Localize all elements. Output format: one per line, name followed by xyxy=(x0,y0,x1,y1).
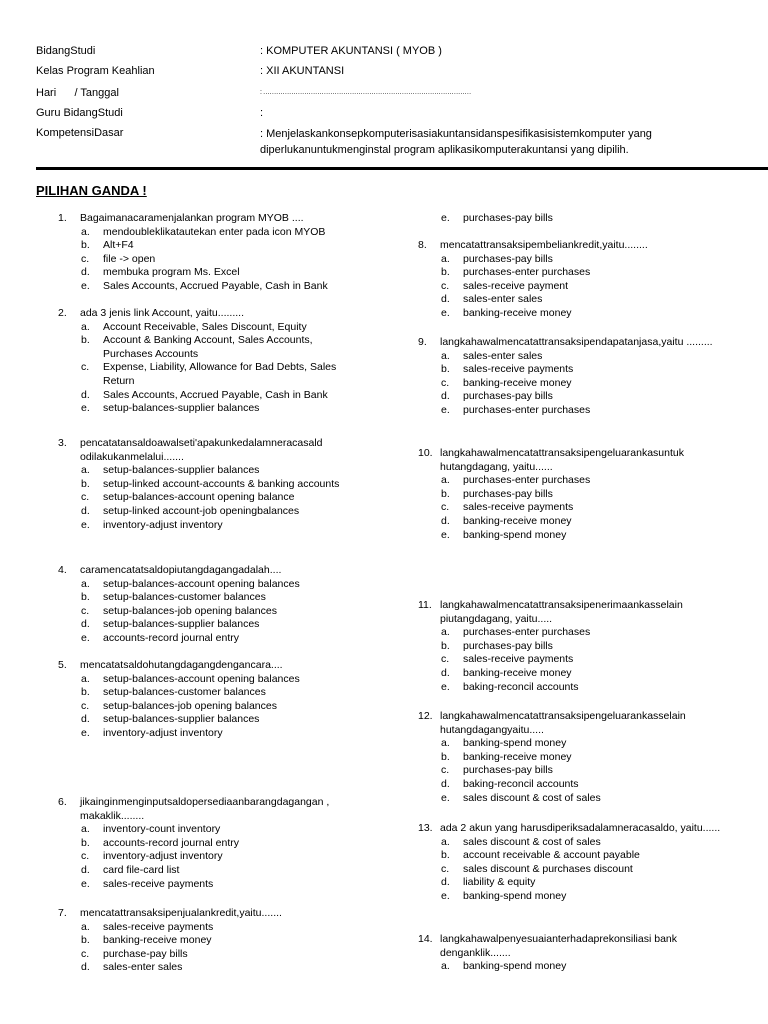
question-12 xyxy=(418,710,750,805)
option-letter: a. xyxy=(81,225,90,238)
option-letter: b. xyxy=(81,334,90,347)
option-letter: b. xyxy=(81,239,90,252)
question-number: 11. xyxy=(418,599,432,611)
option-letter: e. xyxy=(441,403,450,416)
answer-option xyxy=(58,837,388,851)
option-text: setup-balances-supplier balances xyxy=(103,402,260,415)
option-text: banking-receive money xyxy=(463,750,572,763)
option-text: baking-reconcil accounts xyxy=(463,777,579,790)
question-number: 2. xyxy=(58,307,67,319)
answer-option xyxy=(418,529,750,543)
question-2 xyxy=(58,307,358,416)
option-letter: e. xyxy=(441,680,450,693)
option-letter: e. xyxy=(441,306,450,319)
option-text: setup-balances-customer balances xyxy=(103,686,266,699)
option-letter: a. xyxy=(81,920,90,933)
question-stem xyxy=(418,336,750,350)
question-text: jikainginmenginputsaldopersediaanbarangdagangan , makaklik........ xyxy=(80,796,330,822)
option-letter: c. xyxy=(441,376,450,389)
option-text: sales-enter sales xyxy=(463,293,543,306)
option-letter: a. xyxy=(441,737,450,750)
option-text: purchases-pay bills xyxy=(463,487,553,500)
question-10 xyxy=(418,447,750,542)
question-stem xyxy=(58,564,388,578)
answer-option xyxy=(58,266,388,280)
option-text: purchases-enter purchases xyxy=(463,626,591,639)
option-text: banking-receive money xyxy=(463,306,572,319)
header-divider xyxy=(36,167,768,170)
answer-option xyxy=(58,878,388,892)
option-letter: c. xyxy=(441,279,450,292)
option-text: setup-balances-supplier balances xyxy=(103,464,260,477)
option-text: setup-balances-account opening balance xyxy=(103,491,295,504)
header-label-kompetensi: KompetensiDasar xyxy=(36,127,124,139)
answer-option xyxy=(418,849,750,863)
answer-option xyxy=(418,474,750,488)
option-text: Sales Accounts, Accrued Payable, Cash in Bank xyxy=(103,388,328,401)
option-text: banking-spend money xyxy=(463,528,567,541)
answer-option xyxy=(418,876,750,890)
answer-option xyxy=(418,764,750,778)
answer-option xyxy=(418,792,750,806)
option-text: sales-receive payments xyxy=(463,501,574,514)
question-stem xyxy=(418,710,750,737)
question-13 xyxy=(418,822,750,904)
answer-option xyxy=(418,626,750,640)
option-text: inventory-count inventory xyxy=(103,823,221,836)
option-letter: c. xyxy=(81,604,90,617)
answer-option xyxy=(418,836,750,850)
question-number: 14. xyxy=(418,933,433,945)
header-label-kelas: Kelas Program Keahlian xyxy=(36,65,155,77)
question-text: pencatatansaldoawalseti'apakunkedalamneracasald odilakukanmelalui....... xyxy=(80,437,323,463)
answer-option xyxy=(418,667,750,681)
option-letter: d. xyxy=(441,876,450,889)
option-text: liability & equity xyxy=(463,876,536,889)
answer-option xyxy=(58,239,388,253)
option-letter: b. xyxy=(441,487,450,500)
answer-option xyxy=(418,212,758,226)
option-text: purchases-pay bills xyxy=(463,639,553,652)
option-letter: a. xyxy=(81,672,90,685)
option-letter: c. xyxy=(81,491,90,504)
option-text: sales discount & purchases discount xyxy=(463,862,633,875)
header-value-kelas: : XII AKUNTANSI xyxy=(260,65,345,77)
header-label-bidang-studi: BidangStudi xyxy=(36,45,96,57)
answer-option xyxy=(418,778,750,792)
question-8 xyxy=(418,239,758,321)
question-stem xyxy=(58,437,383,464)
option-text: banking-receive money xyxy=(103,934,212,947)
answer-option xyxy=(418,681,750,695)
question-number: 3. xyxy=(58,437,67,449)
answer-option xyxy=(58,727,388,741)
option-text: accounts-record journal entry xyxy=(103,631,239,644)
answer-option xyxy=(58,478,383,492)
question-stem xyxy=(58,307,358,321)
question-9 xyxy=(418,336,750,418)
option-letter: d. xyxy=(441,666,450,679)
question-stem xyxy=(418,933,750,960)
answer-option xyxy=(418,653,750,667)
option-letter: d. xyxy=(81,863,90,876)
answer-option xyxy=(58,713,388,727)
question-text: langkahawalmencatattransaksipengeluarankasselain hutangdagangyaitu..... xyxy=(440,710,686,736)
question-7 xyxy=(58,907,388,975)
option-letter: b. xyxy=(441,639,450,652)
question-stem xyxy=(58,659,388,673)
answer-option xyxy=(418,960,750,974)
answer-option xyxy=(58,864,388,878)
section-title: PILIHAN GANDA ! xyxy=(36,183,147,198)
option-letter: e. xyxy=(441,889,450,902)
question-text: mencatattransaksipembeliankredit,yaitu........ xyxy=(440,239,648,251)
option-letter: c. xyxy=(81,361,90,374)
option-text: setup-balances-supplier balances xyxy=(103,713,260,726)
question-text: caramencatatsaldopiutangdagangadalah.... xyxy=(80,564,282,576)
option-letter: c. xyxy=(81,850,90,863)
option-text: purchases-enter purchases xyxy=(463,474,591,487)
option-text: membuka program Ms. Excel xyxy=(103,266,240,279)
question-6 xyxy=(58,796,388,891)
header-value-kompetensi: : Menjelaskankonsepkomputerisasiakuntansidanspesifikasisistemkomputer yang diperlukanuntukmenginstal program aplikasikomputerakuntansi yang dipilih. xyxy=(260,128,652,156)
answer-option xyxy=(58,632,388,646)
option-letter: b. xyxy=(81,686,90,699)
question-number: 4. xyxy=(58,564,67,576)
option-letter: c. xyxy=(441,501,450,514)
answer-option xyxy=(418,390,750,404)
question-7-continued xyxy=(418,212,758,226)
option-letter: e. xyxy=(81,279,90,292)
option-letter: c. xyxy=(441,862,450,875)
answer-option xyxy=(58,334,358,361)
option-letter: b. xyxy=(81,836,90,849)
question-text: langkahawalmencatattransaksipenerimaankasselain piutangdagang, yaitu..... xyxy=(440,599,683,625)
option-text: banking-spend money xyxy=(463,737,567,750)
option-text: banking-spend money xyxy=(463,889,567,902)
option-letter: e. xyxy=(441,791,450,804)
option-letter: d. xyxy=(441,390,450,403)
question-stem xyxy=(58,212,388,226)
option-text: sales-receive payments xyxy=(103,920,214,933)
option-letter: a. xyxy=(81,823,90,836)
option-text: purchases-pay bills xyxy=(463,252,553,265)
answer-option xyxy=(58,934,388,948)
answer-option xyxy=(58,961,388,975)
answer-option xyxy=(58,850,388,864)
question-text: langkahawalmencatattransaksipengeluarankasuntuk hutangdagang, yaitu...... xyxy=(440,447,684,473)
option-text: banking-receive money xyxy=(463,514,572,527)
question-text: Bagaimanacaramenjalankan program MYOB .... xyxy=(80,212,304,224)
answer-option xyxy=(418,253,758,267)
option-text: sales-receive payments xyxy=(463,653,574,666)
option-text: banking-receive money xyxy=(463,666,572,679)
option-text: file -> open xyxy=(103,252,156,265)
option-text: baking-reconcil accounts xyxy=(463,680,579,693)
option-letter: d. xyxy=(81,388,90,401)
option-letter: b. xyxy=(441,266,450,279)
option-letter: c. xyxy=(81,699,90,712)
answer-option xyxy=(58,686,388,700)
option-text: banking-receive money xyxy=(463,376,572,389)
answer-option xyxy=(58,591,388,605)
question-number: 12. xyxy=(418,710,433,722)
option-letter: a. xyxy=(441,474,450,487)
option-text: Alt+F4 xyxy=(103,239,134,252)
answer-option xyxy=(58,823,388,837)
option-letter: d. xyxy=(441,777,450,790)
question-stem xyxy=(418,447,750,474)
option-text: setup-balances-job opening balances xyxy=(103,604,277,617)
question-3 xyxy=(58,437,383,532)
answer-option xyxy=(418,515,750,529)
answer-option xyxy=(418,377,750,391)
option-letter: a. xyxy=(441,835,450,848)
answer-option xyxy=(418,737,750,751)
option-letter: b. xyxy=(81,477,90,490)
answer-option xyxy=(58,402,358,416)
answer-option xyxy=(58,618,388,632)
option-letter: d. xyxy=(81,504,90,517)
option-letter: b. xyxy=(81,591,90,604)
answer-option xyxy=(58,389,358,403)
option-letter: d. xyxy=(81,713,90,726)
question-number: 9. xyxy=(418,336,427,348)
answer-option xyxy=(58,605,388,619)
option-text: sales-enter sales xyxy=(463,349,543,362)
question-number: 1. xyxy=(58,212,67,224)
option-letter: c. xyxy=(441,653,450,666)
question-number: 13. xyxy=(418,822,433,834)
option-letter: a. xyxy=(441,960,450,973)
question-stem xyxy=(418,822,750,836)
question-14 xyxy=(418,933,750,974)
question-stem xyxy=(58,907,388,921)
answer-option xyxy=(418,307,758,321)
option-text: inventory-adjust inventory xyxy=(103,518,223,531)
header-value-bidang-studi: : KOMPUTER AKUNTANSI ( MYOB ) xyxy=(260,45,442,57)
answer-option xyxy=(418,280,758,294)
option-letter: d. xyxy=(81,961,90,974)
option-text: Account Receivable, Sales Discount, Equity xyxy=(103,320,307,333)
question-4 xyxy=(58,564,388,646)
question-11 xyxy=(418,599,750,694)
answer-option xyxy=(58,491,383,505)
option-text: purchases-pay bills xyxy=(463,390,553,403)
question-number: 7. xyxy=(58,907,67,919)
answer-option xyxy=(418,751,750,765)
header-label-hari-tanggal: Hari / Tanggal xyxy=(36,87,119,99)
option-letter: a. xyxy=(441,349,450,362)
question-stem xyxy=(58,796,388,823)
header-label-guru: Guru BidangStudi xyxy=(36,107,123,119)
option-text: inventory-adjust inventory xyxy=(103,850,223,863)
answer-option xyxy=(58,361,358,388)
option-letter: e. xyxy=(81,402,90,415)
option-text: account receivable & account payable xyxy=(463,849,640,862)
option-text: purchases-enter purchases xyxy=(463,266,591,279)
header-value-guru: : xyxy=(260,107,264,119)
question-text: mencatatsaldohutangdagangdengancara.... xyxy=(80,659,283,671)
option-text: setup-balances-job opening balances xyxy=(103,699,277,712)
option-text: Sales Accounts, Accrued Payable, Cash in Bank xyxy=(103,279,328,292)
answer-option xyxy=(418,863,750,877)
answer-option xyxy=(418,350,750,364)
answer-option xyxy=(418,266,758,280)
option-text: sales-enter sales xyxy=(103,961,183,974)
option-text: sales-receive payments xyxy=(463,363,574,376)
option-text: setup-balances-supplier balances xyxy=(103,618,260,631)
question-text: mencatattransaksipenjualankredit,yaitu....... xyxy=(80,907,282,919)
answer-option xyxy=(418,293,758,307)
option-letter: b. xyxy=(81,934,90,947)
answer-option xyxy=(58,505,383,519)
answer-option xyxy=(418,640,750,654)
answer-option xyxy=(58,700,388,714)
question-text: langkahawalpenyesuaianterhadaprekonsiliasi bank denganklik....... xyxy=(440,933,677,959)
answer-option xyxy=(418,404,750,418)
option-letter: d. xyxy=(441,293,450,306)
option-text: inventory-adjust inventory xyxy=(103,726,223,739)
answer-option xyxy=(58,226,388,240)
answer-option xyxy=(58,519,383,533)
option-text: setup-balances-customer balances xyxy=(103,591,266,604)
answer-option xyxy=(58,280,388,294)
answer-option xyxy=(58,948,388,962)
option-letter: d. xyxy=(81,266,90,279)
question-number: 8. xyxy=(418,239,427,251)
option-letter: d. xyxy=(441,514,450,527)
option-letter: e. xyxy=(441,528,450,541)
answer-option xyxy=(418,363,750,377)
option-letter: e. xyxy=(81,877,90,890)
option-text: purchases-enter purchases xyxy=(463,403,591,416)
question-text: langkahawalmencatattransaksipendapatanjasa,yaitu ......... xyxy=(440,336,713,348)
option-text: Expense, Liability, Allowance for Bad Debts, Sales Return xyxy=(103,361,337,387)
option-letter: e. xyxy=(441,212,450,224)
option-text: sales discount & cost of sales xyxy=(463,835,601,848)
option-text: setup-linked account-accounts & banking accounts xyxy=(103,477,340,490)
option-text: card file-card list xyxy=(103,863,180,876)
question-text: ada 3 jenis link Account, yaitu......... xyxy=(80,307,245,319)
option-letter: b. xyxy=(441,363,450,376)
question-5 xyxy=(58,659,388,741)
header-value-hari-tanggal: : …………………………………………………………………………………… xyxy=(260,89,471,96)
option-letter: c. xyxy=(441,764,450,777)
option-letter: a. xyxy=(441,252,450,265)
question-stem xyxy=(418,599,750,626)
question-number: 6. xyxy=(58,796,67,808)
option-text: sales discount & cost of sales xyxy=(463,791,601,804)
question-1 xyxy=(58,212,388,294)
option-letter: c. xyxy=(81,252,90,265)
option-text: purchases-pay bills xyxy=(463,764,553,777)
answer-option xyxy=(58,464,383,478)
option-letter: e. xyxy=(81,518,90,531)
option-text: setup-balances-account opening balances xyxy=(103,577,300,590)
option-text: sales-receive payment xyxy=(463,279,569,292)
answer-option xyxy=(58,921,388,935)
option-letter: a. xyxy=(81,464,90,477)
question-stem xyxy=(418,239,758,253)
answer-option xyxy=(418,890,750,904)
option-text: mendoubleklikatautekan enter pada icon MYOB xyxy=(103,225,326,238)
option-text: banking-spend money xyxy=(463,960,567,973)
option-letter: b. xyxy=(441,750,450,763)
question-number: 10. xyxy=(418,447,433,459)
answer-option xyxy=(58,673,388,687)
option-text: sales-receive payments xyxy=(103,877,214,890)
option-letter: e. xyxy=(81,631,90,644)
option-text: Account & Banking Account, Sales Accounts, Purchases Accounts xyxy=(103,334,313,360)
option-letter: c. xyxy=(81,947,90,960)
option-text: accounts-record journal entry xyxy=(103,836,239,849)
option-letter: e. xyxy=(81,726,90,739)
answer-option xyxy=(58,253,388,267)
option-letter: b. xyxy=(441,849,450,862)
option-text: purchases-pay bills xyxy=(463,212,553,224)
option-letter: d. xyxy=(81,618,90,631)
option-text: purchase-pay bills xyxy=(103,947,188,960)
option-text: setup-balances-account opening balances xyxy=(103,672,300,685)
option-text: setup-linked account-job openingbalances xyxy=(103,504,300,517)
option-letter: a. xyxy=(81,320,90,333)
answer-option xyxy=(418,488,750,502)
question-text: ada 2 akun yang harusdiperiksadalamneracasaldo, yaitu...... xyxy=(440,822,721,834)
option-letter: a. xyxy=(441,626,450,639)
option-letter: a. xyxy=(81,577,90,590)
answer-option xyxy=(58,578,388,592)
question-number: 5. xyxy=(58,659,67,671)
answer-option xyxy=(58,321,358,335)
answer-option xyxy=(418,501,750,515)
